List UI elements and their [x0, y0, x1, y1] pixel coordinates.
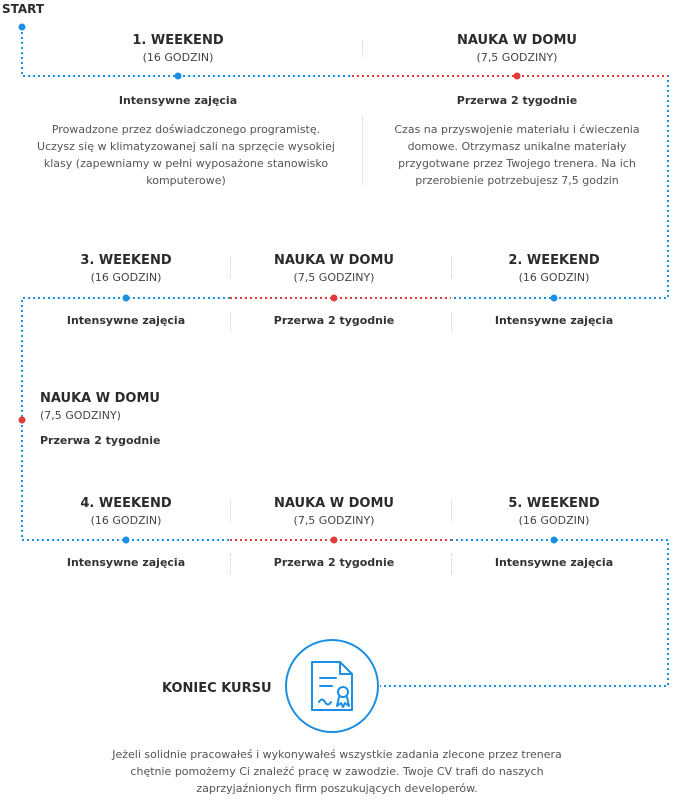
- certificate-badge: [286, 640, 378, 732]
- dot-weekend-3: [123, 295, 130, 302]
- dot-home-4: [331, 537, 338, 544]
- row4-middle-hours: (7,5 GODZINY): [293, 514, 375, 527]
- end-desc-line: Jeżeli solidnie pracowałeś i wykonywałeś wszystkie zadania zlecone przez trenera: [112, 748, 562, 761]
- end-title: KONIEC KURSU: [162, 681, 272, 696]
- dot-weekend-1: [175, 73, 182, 80]
- divider-row2-a: [230, 256, 231, 278]
- row4-left-hours: (16 GODZIN): [90, 514, 162, 527]
- row3-title: NAUKA W DOMU: [40, 391, 160, 406]
- row1-right-desc-line: Czas na przyswojenie materiału i ćwieczenia: [394, 123, 640, 136]
- start-label: START: [2, 2, 45, 16]
- dot-home-1: [514, 73, 521, 80]
- row1-right-description: [367, 121, 667, 189]
- row2-right-hours: (16 GODZIN): [518, 271, 590, 284]
- start-dot: [19, 24, 26, 31]
- dot-weekend-2: [551, 295, 558, 302]
- row1-right-label: Przerwa 2 tygodnie: [456, 94, 578, 107]
- divider-row1-vertical-2: [362, 116, 363, 186]
- row1-left-description: [16, 121, 356, 189]
- end-desc-line: chętnie pomożemy Ci znaleźć pracę w zawodzie. Twoje CV trafi do naszych: [130, 765, 544, 778]
- row1-left-desc-line: komputerowe): [146, 174, 226, 187]
- row1-left-desc-line: Uczysz się w klimatyzowanej sali na sprzęcie wysokiej: [37, 140, 335, 153]
- row4-right-hours: (16 GODZIN): [518, 514, 590, 527]
- dot-weekend-4: [123, 537, 130, 544]
- divider-row2-c: [230, 312, 231, 332]
- row1-left-desc-line: klasy (zapewniamy w pełni wyposażone stanowisko: [43, 157, 329, 170]
- row3-hours: (7,5 GODZINY): [40, 409, 121, 422]
- row1-left-title: 1. WEEKEND: [132, 33, 224, 48]
- row4-middle-title: NAUKA W DOMU: [274, 496, 394, 511]
- row1-left-label: Intensywne zajęcia: [118, 94, 238, 107]
- divider-row4-a: [230, 500, 231, 522]
- divider-row4-c: [230, 554, 231, 574]
- divider-row4-b: [451, 500, 452, 522]
- row1-right-desc-line: domowe. Otrzymasz unikalne materiały: [407, 140, 627, 153]
- row1-left-hours: (16 GODZIN): [142, 51, 214, 64]
- row1-right-desc-line: przerobienie potrzebujesz 7,5 godzin: [415, 174, 619, 187]
- row2-left-hours: (16 GODZIN): [90, 271, 162, 284]
- divider-row2-d: [451, 312, 452, 332]
- row4-right-label: Intensywne zajęcia: [494, 556, 614, 569]
- row1-right-title: NAUKA W DOMU: [457, 33, 577, 48]
- row2-middle-hours: (7,5 GODZINY): [293, 271, 375, 284]
- row2-left-title: 3. WEEKEND: [80, 253, 172, 268]
- row2-middle-title: NAUKA W DOMU: [274, 253, 394, 268]
- row2-right-label: Intensywne zajęcia: [494, 314, 614, 327]
- row4-middle-label: Przerwa 2 tygodnie: [273, 556, 395, 569]
- row2-middle-label: Przerwa 2 tygodnie: [273, 314, 395, 327]
- row1-right-hours: (7,5 GODZINY): [476, 51, 558, 64]
- dot-home-2: [331, 295, 338, 302]
- dot-home-3: [19, 417, 26, 424]
- row1-right-desc-line: przygotwane przez Twojego trenera. Na ich: [398, 157, 636, 170]
- end-desc-line: zaprzyjaźnionych firm poszukujących developerów.: [196, 782, 478, 795]
- dot-weekend-5: [551, 537, 558, 544]
- row2-left-label: Intensywne zajęcia: [66, 314, 186, 327]
- row3-label: Przerwa 2 tygodnie: [40, 434, 161, 447]
- row4-left-label: Intensywne zajęcia: [66, 556, 186, 569]
- row1-left-desc-line: Prowadzone przez doświadczonego programistę.: [51, 123, 321, 136]
- divider-row2-b: [451, 256, 452, 278]
- divider-row4-d: [451, 554, 452, 574]
- row2-right-title: 2. WEEKEND: [508, 253, 600, 268]
- row4-left-title: 4. WEEKEND: [80, 496, 172, 511]
- row4-right-title: 5. WEEKEND: [508, 496, 600, 511]
- divider-row1-vertical: [362, 40, 363, 58]
- end-description: [57, 746, 617, 797]
